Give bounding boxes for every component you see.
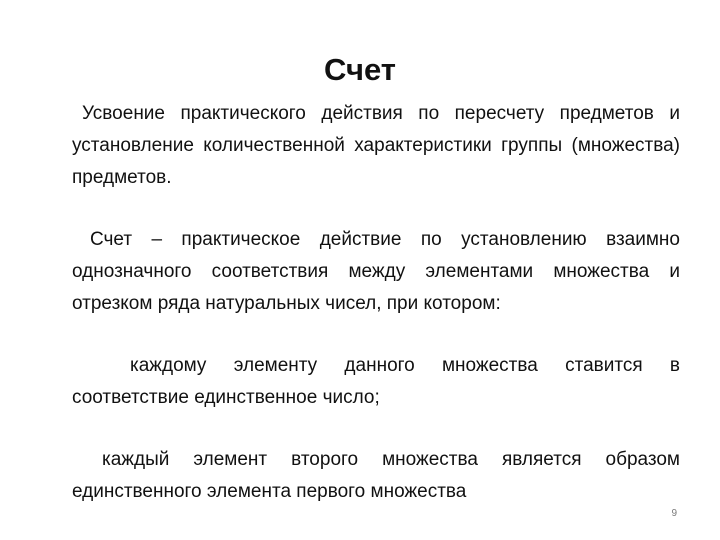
paragraph-count-definition: Счет – практическое действие по установлению взаимно однозначного соответствия между элементами множества и отрезком ряда натуральных чисел, при котором: xyxy=(72,229,680,314)
paragraph-definition-goal: Усвоение практического действия по пересчету предметов и установление количественной характеристики группы (множества) предметов. xyxy=(72,103,680,188)
paragraph-condition-2: каждый элемент второго множества является образом единственного элемента первого множества xyxy=(72,449,680,502)
slide-body xyxy=(72,98,680,508)
paragraph-condition-1: каждому элементу данного множества ставится в соответствие единственное число; xyxy=(72,355,680,408)
slide-title: Счет xyxy=(324,52,396,87)
page-number: 9 xyxy=(671,508,677,519)
